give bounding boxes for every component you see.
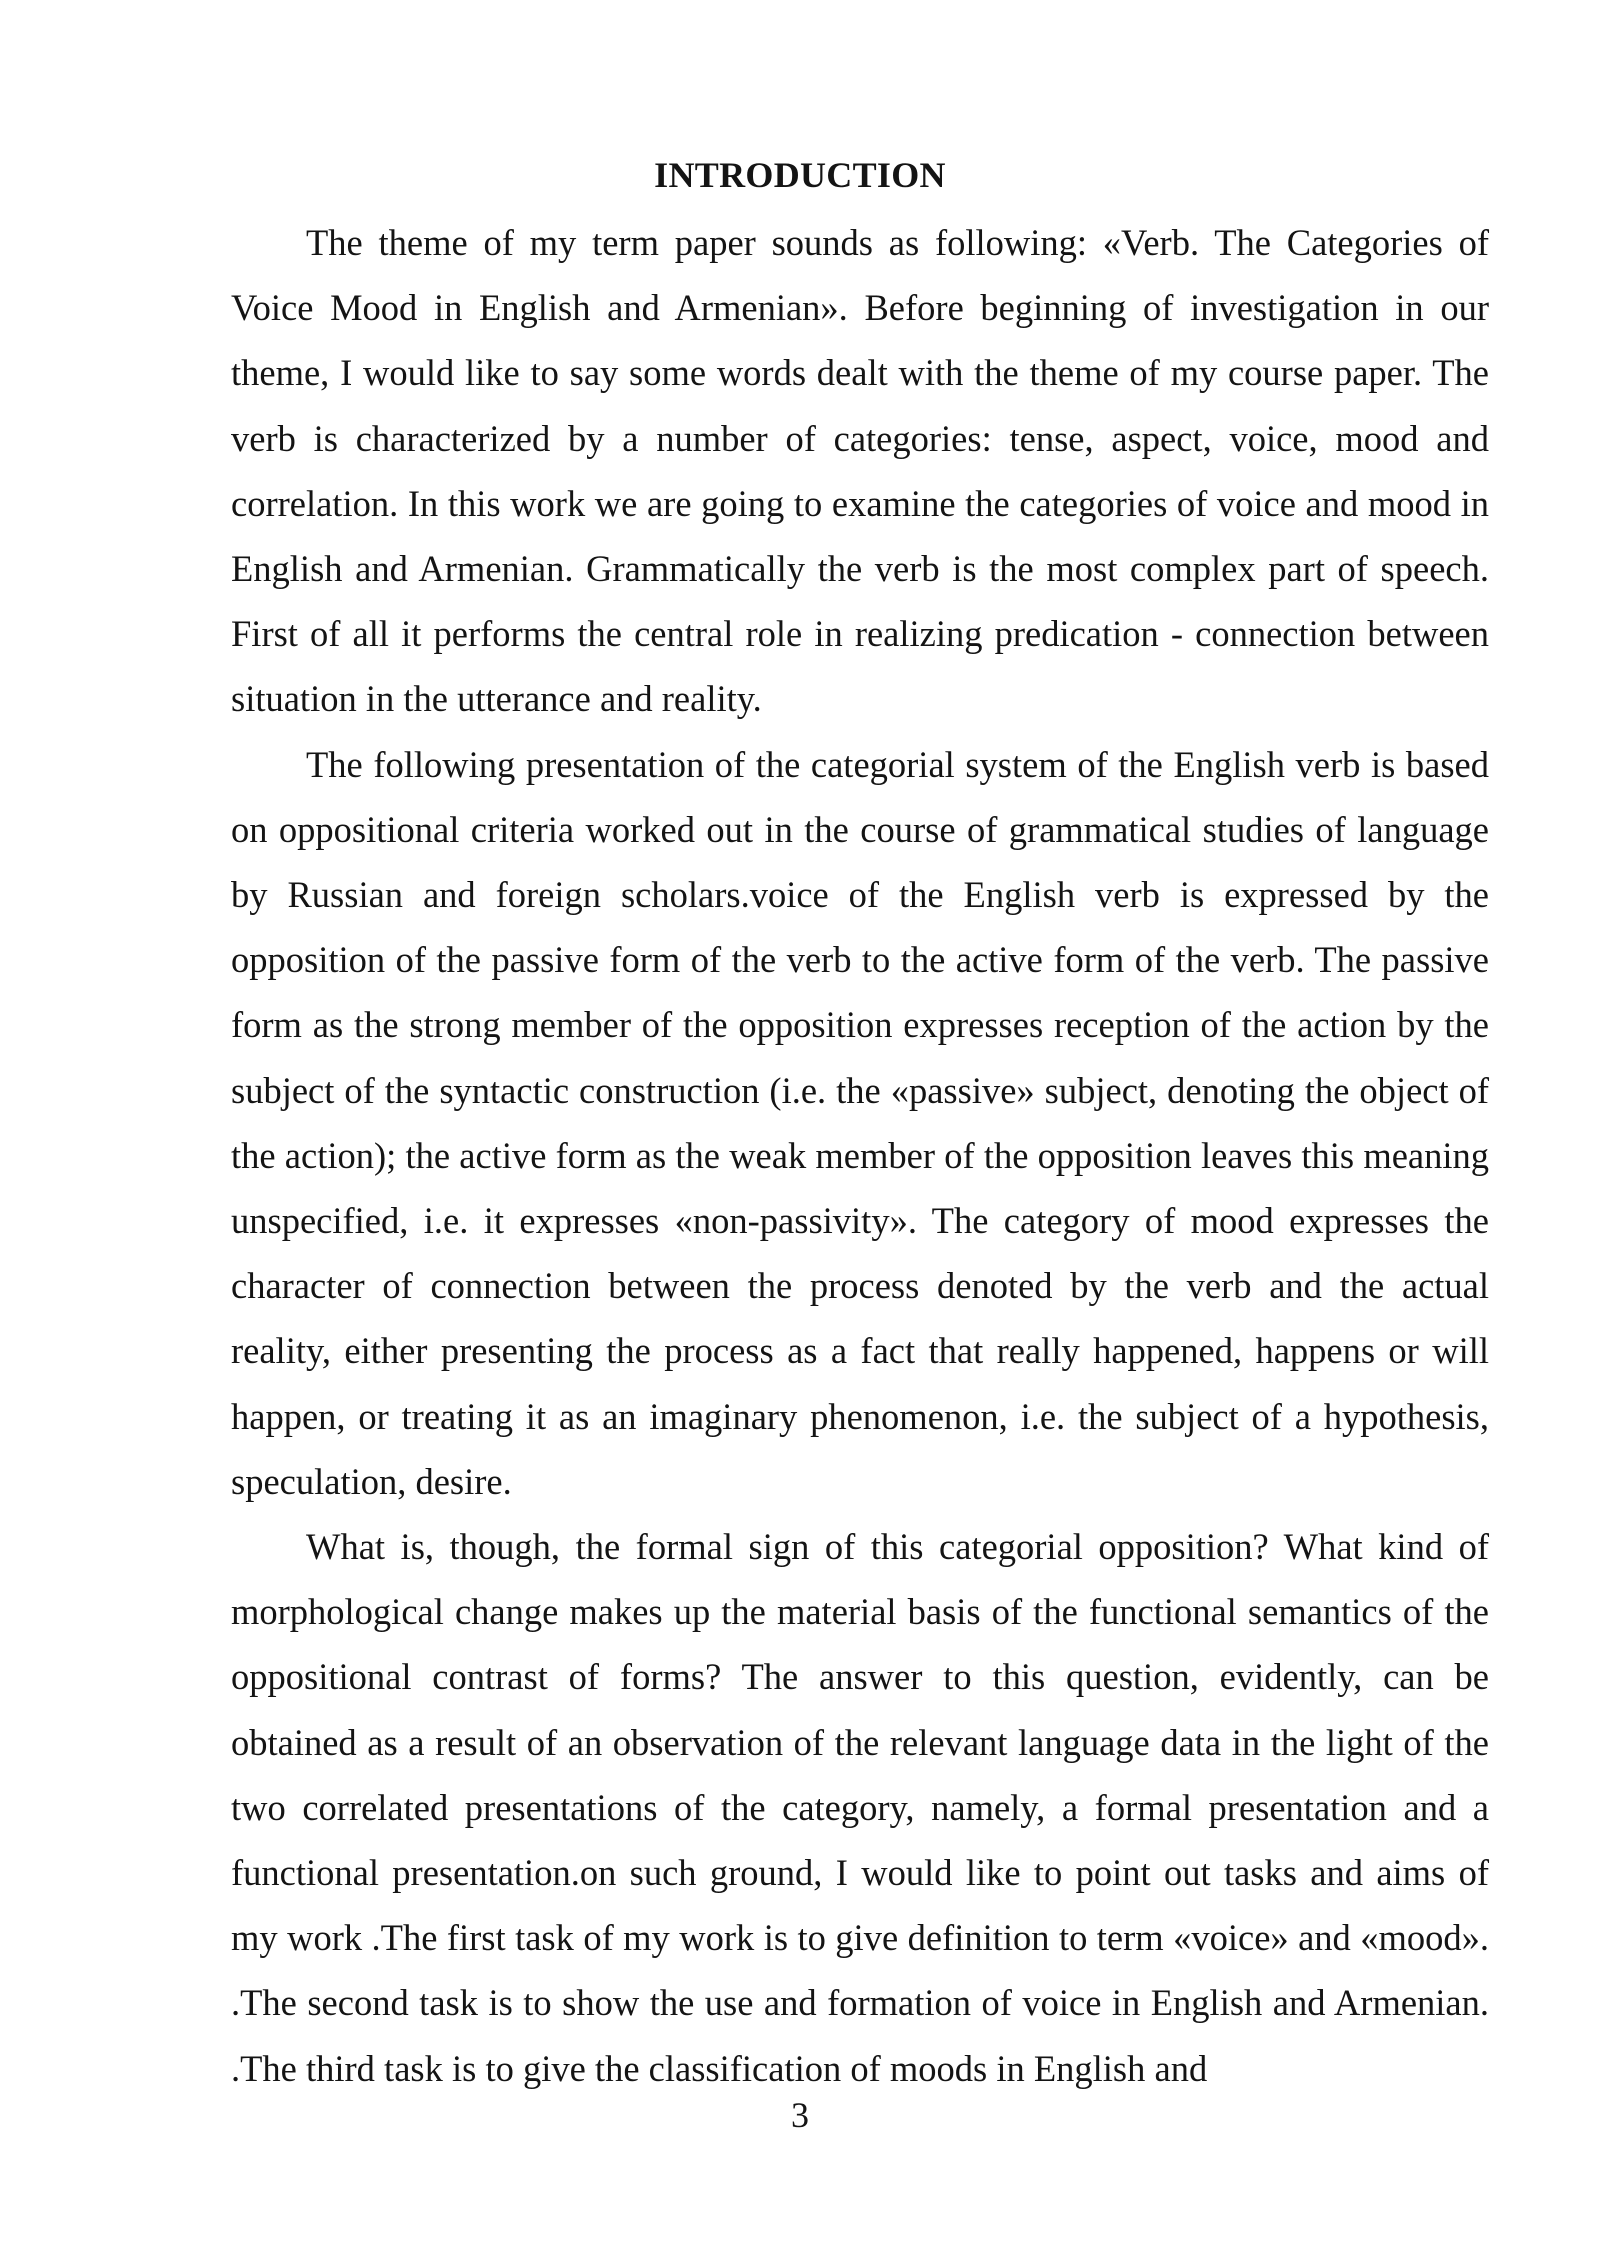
section-heading: INTRODUCTION — [654, 155, 946, 195]
paragraph-1: The theme of my term paper sounds as following: «Verb. The Categories of Voice Mood in English and Armenian». Before beginning of investigation in our theme, I would like to say some words dealt with the theme of my course paper. The verb is characterized by a number of categories: tense, aspect, voice, mood and correlation. In this work we are going to examine the categories of voice and mood in English and Armenian. Grammatically the verb is the most complex part of speech. First of all it performs the central role in realizing predication - connection between situation in the utterance and reality. — [231, 222, 1489, 720]
body-text — [231, 210, 1489, 2101]
page-number: 3 — [791, 2095, 809, 2135]
paragraph-3: What is, though, the formal sign of this categorial opposition? What kind of morphological change makes up the material basis of the functional semantics of the oppositional contrast of forms? The answer to this question, evidently, can be obtained as a result of an observation of the relevant language data in the light of the two correlated presentations of the category, namely, a formal presentation and a functional presentation.on such ground, I would like to point out tasks and aims of my work .The first task of my work is to give definition to term «voice» and «mood». .The second task is to show the use and formation of voice in English and Armenian. .The third task is to give the classification of moods in English and — [231, 1526, 1489, 2089]
paragraph-2: The following presentation of the categorial system of the English verb is based on oppositional criteria worked out in the course of grammatical studies of language by Russian and foreign scholars.voice of the English verb is expressed by the opposition of the passive form of the verb to the active form of the verb. The passive form as the strong member of the opposition expresses reception of the action by the subject of the syntactic construction (i.e. the «passive» subject, denoting the object of the action); the active form as the weak member of the opposition leaves this meaning unspecified, i.e. it expresses «non-passivity». The category of mood expresses the character of connection between the process denoted by the verb and the actual reality, either presenting the process as a fact that really happened, happens or will happen, or treating it as an imaginary phenomenon, i.e. the subject of a hypothesis, speculation, desire. — [231, 743, 1489, 1502]
